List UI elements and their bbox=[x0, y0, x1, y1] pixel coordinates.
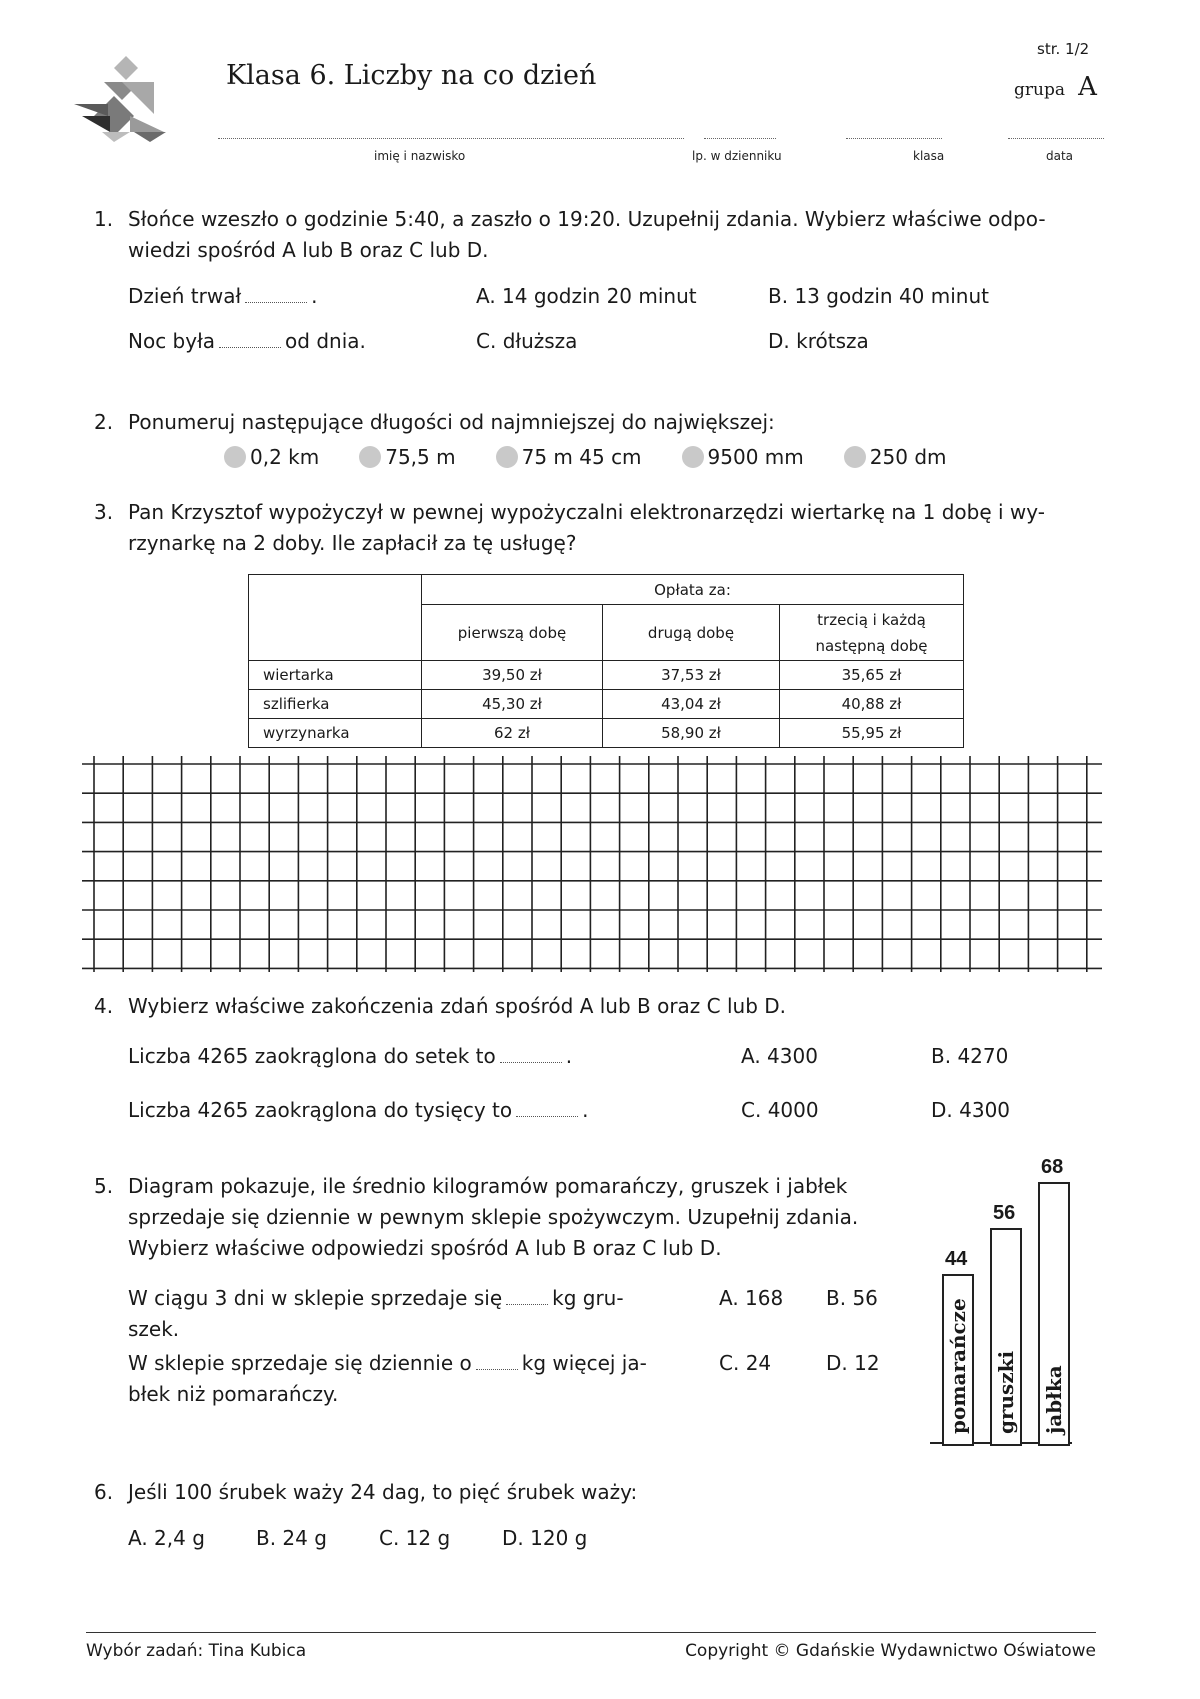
q4-row1 bbox=[128, 1040, 572, 1072]
q5-option-a-text: 168 bbox=[745, 1286, 784, 1310]
q4-row2-blank[interactable] bbox=[516, 1102, 578, 1117]
q5-option-c[interactable] bbox=[719, 1347, 771, 1379]
q5-option-c-letter: C. bbox=[719, 1351, 740, 1375]
q4-option-c-letter: C. bbox=[741, 1098, 762, 1122]
table-cell: 62 zł bbox=[422, 719, 603, 748]
table-cell: 55,95 zł bbox=[780, 719, 964, 748]
page-title: Klasa 6. Liczby na co dzień bbox=[226, 60, 597, 91]
q2-length-value: 9500 mm bbox=[707, 445, 804, 469]
q4-option-a[interactable] bbox=[741, 1040, 818, 1072]
class-field[interactable] bbox=[846, 136, 942, 139]
q2-length-value: 75,5 m bbox=[385, 445, 456, 469]
q2-length-item[interactable] bbox=[496, 445, 642, 469]
q1-option-c-letter: C. bbox=[476, 329, 497, 353]
q1-option-d[interactable] bbox=[768, 325, 869, 357]
q5-text-line1: Diagram pokazuje, ile średnio kilogramów pomarańczy, gruszek i jabłek bbox=[128, 1174, 848, 1198]
q3-text-line1: Pan Krzysztof wypożyczył w pewnej wypożyczalni elektronarzędzi wiertarkę na 1 dobę i wy- bbox=[128, 500, 1045, 524]
q4-row1-end: . bbox=[565, 1044, 573, 1068]
calculation-grid[interactable] bbox=[82, 756, 1102, 972]
footer-author: Wybór zadań: Tina Kubica bbox=[86, 1641, 307, 1661]
q4-option-d-letter: D. bbox=[931, 1098, 953, 1122]
q5-option-d[interactable] bbox=[826, 1347, 880, 1379]
q4-option-d-text: 4300 bbox=[959, 1098, 1011, 1122]
q2-length-item[interactable] bbox=[359, 445, 455, 469]
q6-text: Jeśli 100 śrubek waży 24 dag, to pięć śrubek waży: bbox=[128, 1480, 638, 1504]
class-number-field[interactable] bbox=[704, 136, 776, 139]
q4-row2 bbox=[128, 1094, 588, 1126]
table-corner bbox=[249, 575, 422, 661]
footer-copyright: Copyright © Gdańskie Wydawnictwo Oświatowe bbox=[685, 1641, 1096, 1661]
q1-row2-blank[interactable] bbox=[219, 333, 281, 348]
table-row bbox=[249, 661, 964, 690]
page-number: str. 1/2 bbox=[1037, 40, 1090, 58]
q4-option-c-text: 4000 bbox=[767, 1098, 819, 1122]
number-circle[interactable] bbox=[359, 446, 381, 468]
group-letter: A bbox=[1078, 72, 1097, 102]
table-header: drugą dobę bbox=[603, 605, 780, 661]
q5-row1-text: W ciągu 3 dni w sklepie sprzedaje się bbox=[128, 1286, 503, 1310]
q5-row1 bbox=[128, 1282, 624, 1314]
q5-option-c-text: 24 bbox=[745, 1351, 772, 1375]
q1-option-a-text: 14 godzin 20 minut bbox=[502, 284, 697, 308]
q1-option-c[interactable] bbox=[476, 325, 577, 357]
q6-option-a[interactable]: A. 2,4 g bbox=[128, 1526, 205, 1550]
table-cell: 58,90 zł bbox=[603, 719, 780, 748]
q2-length-item[interactable] bbox=[844, 445, 947, 469]
table-cell: wyrzynarka bbox=[249, 719, 422, 748]
q4-row2-end: . bbox=[582, 1098, 589, 1122]
q3-number: 3. bbox=[94, 500, 114, 524]
table-header-line: trzecią i każdą bbox=[817, 610, 926, 629]
q5-text-line3: Wybierz właściwe odpowiedzi spośród A lub B oraz C lub D. bbox=[128, 1236, 722, 1260]
q2-number: 2. bbox=[94, 410, 114, 434]
q2-lengths bbox=[224, 445, 987, 469]
table-cell: 35,65 zł bbox=[780, 661, 964, 690]
number-circle[interactable] bbox=[224, 446, 246, 468]
q1-text-line2: wiedzi spośród A lub B oraz C lub D. bbox=[128, 238, 489, 262]
q1-row2 bbox=[128, 325, 366, 357]
table-row bbox=[249, 690, 964, 719]
name-field[interactable] bbox=[218, 136, 684, 139]
q6-number: 6. bbox=[94, 1480, 114, 1504]
chart-data-label: 68 bbox=[1041, 1156, 1064, 1178]
q1-option-d-letter: D. bbox=[768, 329, 790, 353]
q1-text-line1: Słońce wzeszło o godzinie 5:40, a zaszło o 19:20. Uzupełnij zdania. Wybierz właściwe odpo- bbox=[128, 207, 1046, 231]
q2-length-value: 75 m 45 cm bbox=[521, 445, 642, 469]
q1-option-d-text: krótsza bbox=[796, 329, 869, 353]
table-header: pierwszą dobę bbox=[422, 605, 603, 661]
class-number-field-label: lp. w dzienniku bbox=[692, 149, 782, 163]
q5-option-b[interactable] bbox=[826, 1282, 878, 1314]
q5-option-a-letter: A. bbox=[719, 1286, 739, 1310]
q6-option-d[interactable]: D. 120 g bbox=[502, 1526, 588, 1550]
group-indicator bbox=[1014, 72, 1097, 102]
q4-option-c[interactable] bbox=[741, 1094, 819, 1126]
q6-options bbox=[128, 1522, 587, 1554]
q5-option-a[interactable] bbox=[719, 1282, 783, 1314]
chart-data-label: 56 bbox=[993, 1202, 1016, 1224]
q4-option-a-text: 4300 bbox=[767, 1044, 818, 1068]
q5-row2-text-end: kg więcej ja- bbox=[521, 1351, 647, 1375]
footer-divider bbox=[86, 1632, 1096, 1633]
chart-category-label: gruszki bbox=[994, 1350, 1018, 1434]
q1-option-b[interactable] bbox=[768, 280, 989, 312]
class-field-label: klasa bbox=[913, 149, 945, 163]
table-cell: 40,88 zł bbox=[780, 690, 964, 719]
q5-option-b-letter: B. bbox=[826, 1286, 847, 1310]
q6-option-b[interactable]: B. 24 g bbox=[256, 1526, 327, 1550]
table-cell: szlifierka bbox=[249, 690, 422, 719]
q1-option-b-text: 13 godzin 40 minut bbox=[794, 284, 989, 308]
q2-length-item[interactable] bbox=[682, 445, 804, 469]
chart-data-label: 44 bbox=[945, 1248, 968, 1270]
table-cell: 39,50 zł bbox=[422, 661, 603, 690]
q2-length-value: 250 dm bbox=[869, 445, 947, 469]
q5-number: 5. bbox=[94, 1174, 114, 1198]
q5-row1-text-end: kg gru- bbox=[552, 1286, 624, 1310]
q5-row2-continuation: błek niż pomarańczy. bbox=[128, 1382, 339, 1406]
publisher-logo bbox=[74, 56, 174, 146]
q5-row1-blank[interactable] bbox=[506, 1290, 548, 1305]
table-header bbox=[780, 605, 964, 661]
q1-row1 bbox=[128, 280, 318, 312]
number-circle[interactable] bbox=[844, 446, 866, 468]
fruit-sales-chart bbox=[930, 1150, 1070, 1450]
table-row bbox=[249, 719, 964, 748]
q1-row2-text: Noc była bbox=[128, 329, 216, 353]
q5-option-d-letter: D. bbox=[826, 1351, 848, 1375]
q4-text: Wybierz właściwe zakończenia zdań spośród A lub B oraz C lub D. bbox=[128, 994, 787, 1018]
table-header-line: następną dobę bbox=[815, 636, 928, 655]
q5-option-d-text: 12 bbox=[854, 1351, 880, 1375]
table-cell: wiertarka bbox=[249, 661, 422, 690]
q2-length-value: 0,2 km bbox=[250, 445, 320, 469]
number-circle[interactable] bbox=[496, 446, 518, 468]
date-field[interactable] bbox=[1008, 136, 1104, 139]
chart-category-label: jabłka bbox=[1042, 1365, 1066, 1434]
chart-category-label: pomarańcze bbox=[946, 1298, 970, 1434]
q5-text-line2: sprzedaje się dziennie w pewnym sklepie spożywczym. Uzupełnij zdania. bbox=[128, 1205, 859, 1229]
q4-option-d[interactable] bbox=[931, 1094, 1010, 1126]
q4-option-a-letter: A. bbox=[741, 1044, 761, 1068]
rental-fee-table bbox=[248, 574, 964, 748]
q1-number: 1. bbox=[94, 207, 114, 231]
q5-row2-text: W sklepie sprzedaje się dziennie o bbox=[128, 1351, 472, 1375]
q4-row2-text: Liczba 4265 zaokrąglona do tysięcy to bbox=[128, 1098, 513, 1122]
number-circle[interactable] bbox=[682, 446, 704, 468]
q1-row1-text: Dzień trwał bbox=[128, 284, 242, 308]
table-cell: 43,04 zł bbox=[603, 690, 780, 719]
name-field-label: imię i nazwisko bbox=[374, 149, 466, 163]
q6-option-c[interactable]: C. 12 g bbox=[379, 1526, 451, 1550]
q1-option-a[interactable] bbox=[476, 280, 697, 312]
date-field-label: data bbox=[1046, 149, 1074, 163]
q5-row2 bbox=[128, 1347, 647, 1379]
q1-row1-blank[interactable] bbox=[245, 288, 307, 303]
q3-text-line2: rzynarkę na 2 doby. Ile zapłacił za tę usługę? bbox=[128, 531, 577, 555]
q4-row1-text: Liczba 4265 zaokrąglona do setek to bbox=[128, 1044, 496, 1068]
q4-option-b-text: 4270 bbox=[957, 1044, 1009, 1068]
q5-option-b-text: 56 bbox=[852, 1286, 878, 1310]
q1-option-b-letter: B. bbox=[768, 284, 789, 308]
q1-row1-end: . bbox=[311, 284, 318, 308]
q1-row2-end: od dnia. bbox=[285, 329, 366, 353]
group-label: grupa bbox=[1014, 80, 1065, 100]
table-cell: 37,53 zł bbox=[603, 661, 780, 690]
q1-option-c-text: dłuższa bbox=[502, 329, 578, 353]
q2-length-item[interactable] bbox=[224, 445, 319, 469]
q5-row2-blank[interactable] bbox=[476, 1355, 518, 1370]
q5-row1-continuation: szek. bbox=[128, 1317, 180, 1341]
q4-option-b-letter: B. bbox=[931, 1044, 952, 1068]
table-cell: 45,30 zł bbox=[422, 690, 603, 719]
q4-number: 4. bbox=[94, 994, 114, 1018]
q4-row1-blank[interactable] bbox=[500, 1048, 562, 1063]
q1-option-a-letter: A. bbox=[476, 284, 496, 308]
table-group-header: Opłata za: bbox=[422, 575, 964, 605]
q4-option-b[interactable] bbox=[931, 1040, 1008, 1072]
q2-text: Ponumeruj następujące długości od najmniejszej do największej: bbox=[128, 410, 775, 434]
